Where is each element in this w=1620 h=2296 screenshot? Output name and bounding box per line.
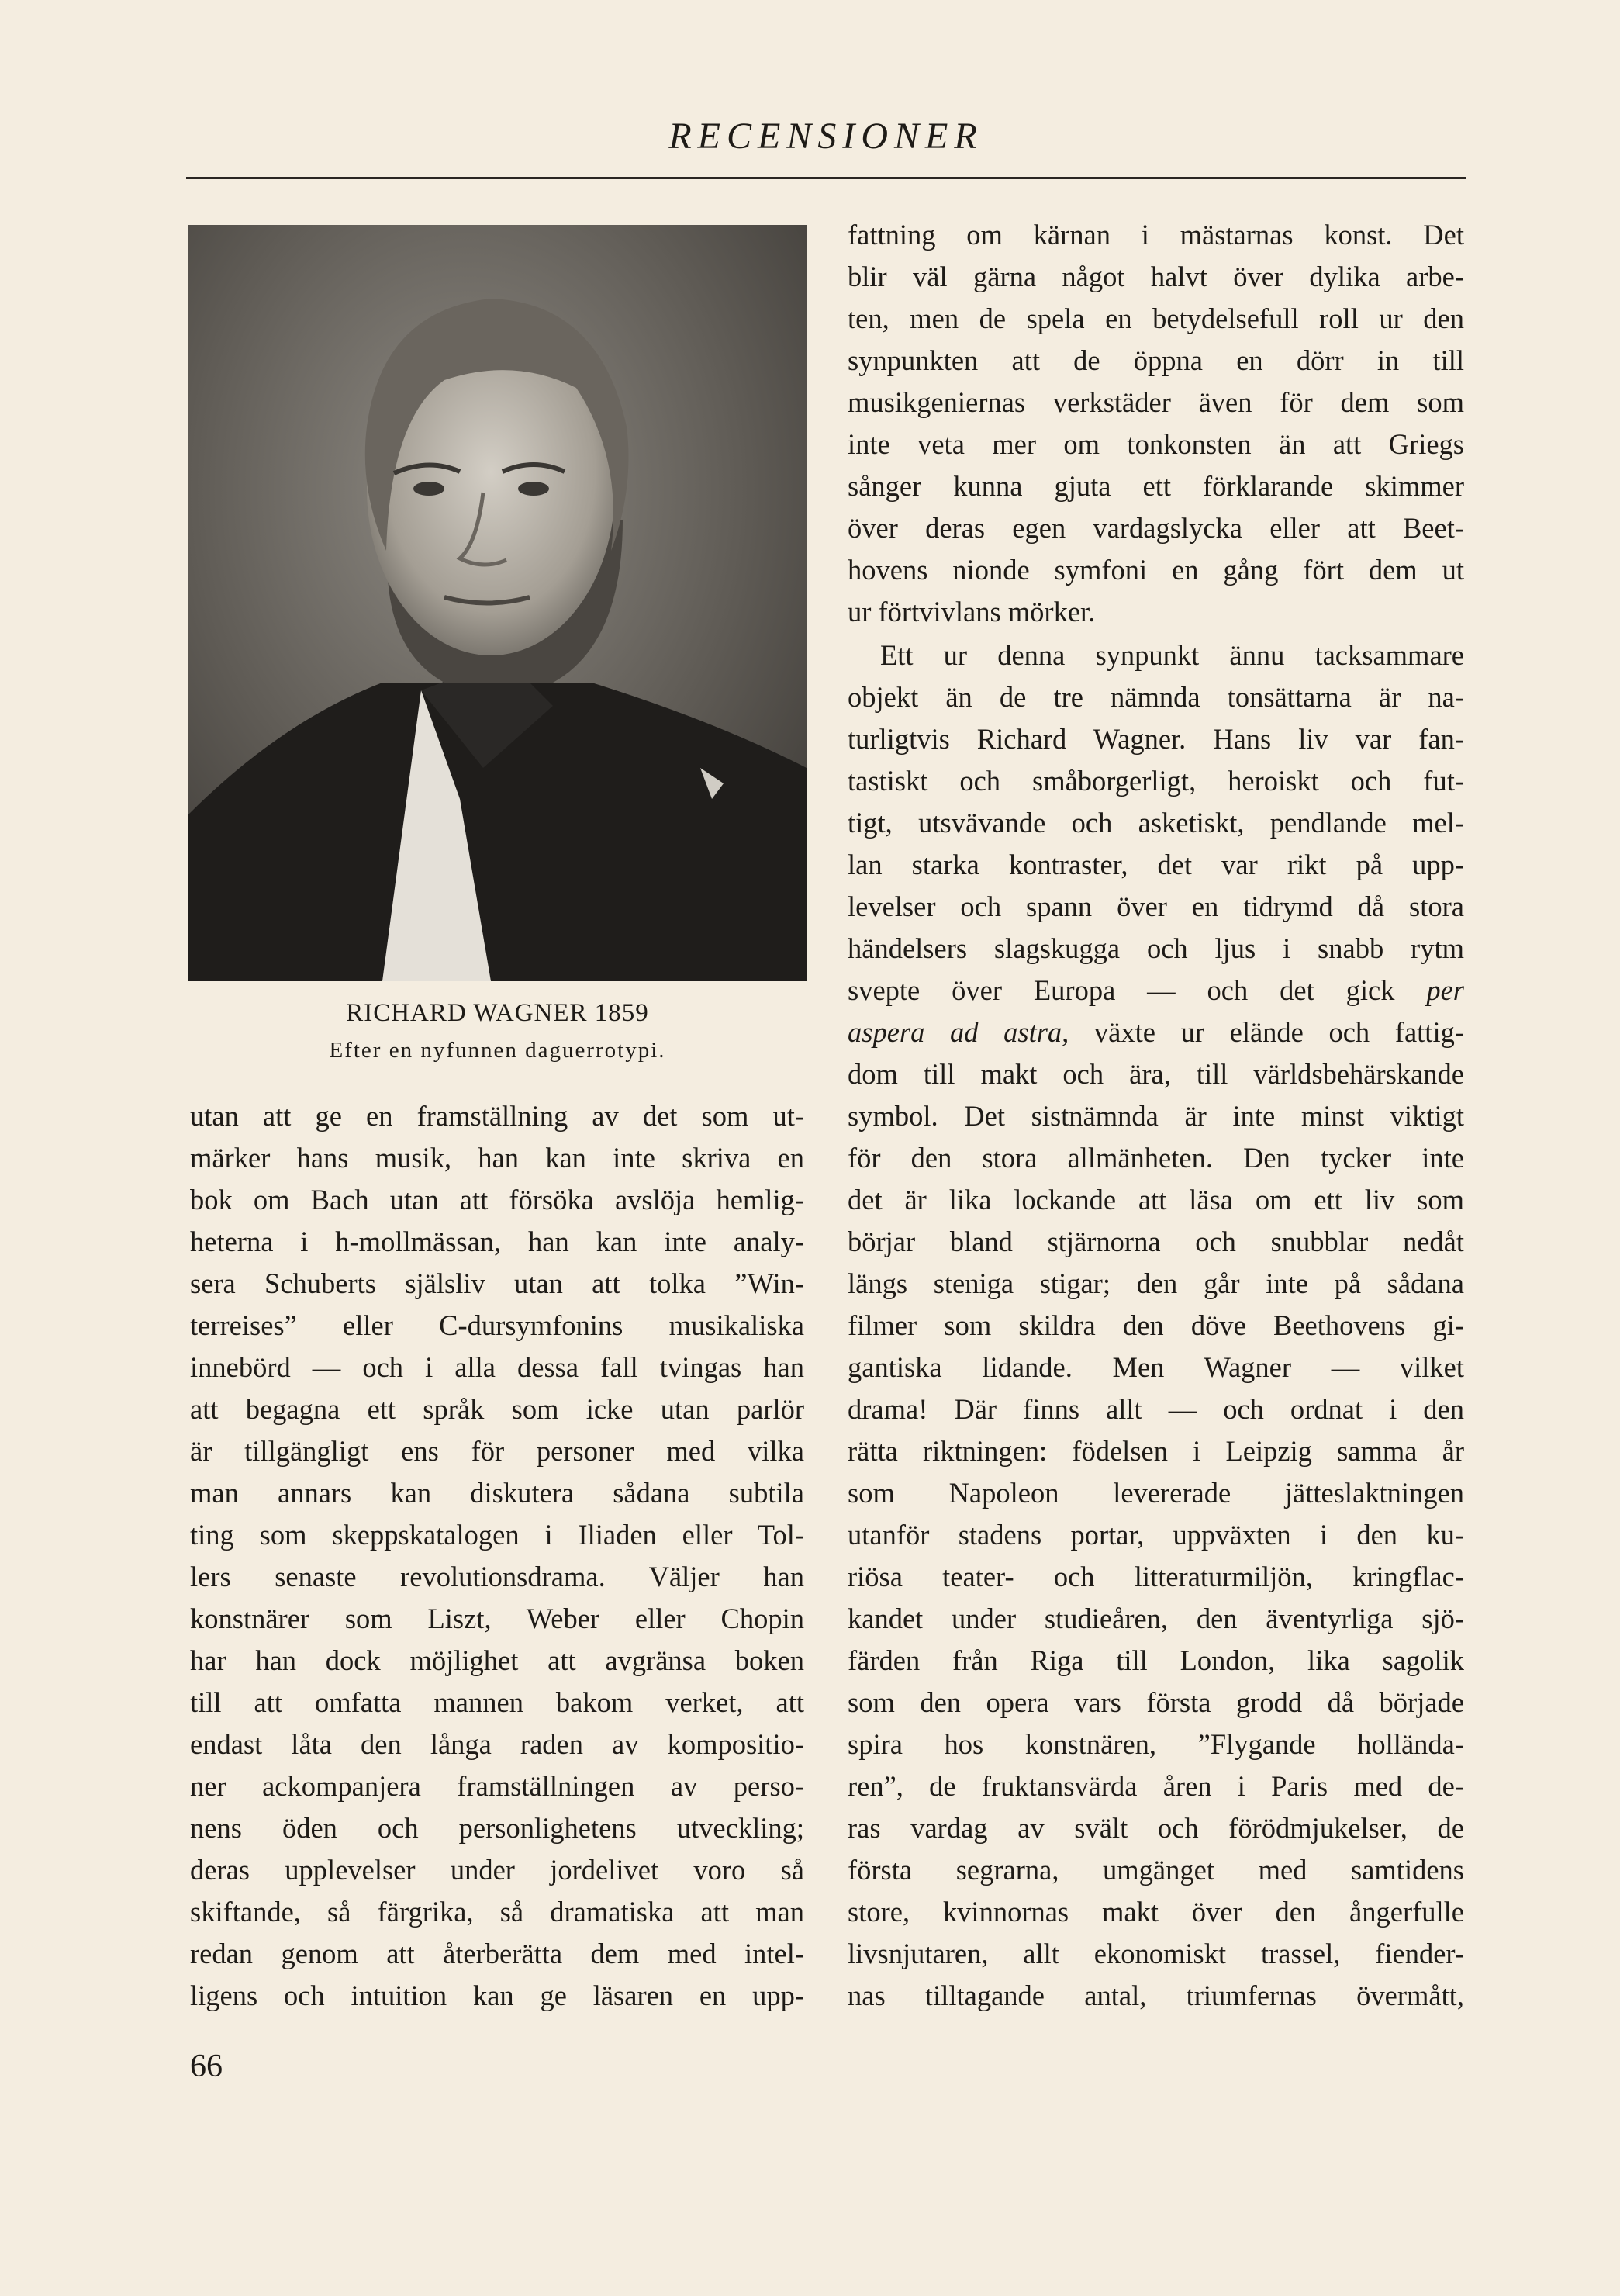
text-line: endast låta den långa raden av kompositio-: [190, 1728, 804, 1760]
text-line: spira hos konstnären, ”Flygande hollända-: [848, 1728, 1464, 1760]
text-segment: svepte över Europa — och det gick: [848, 974, 1427, 1006]
text-line: bok om Bach utan att försöka avslöja hemlig-: [190, 1184, 804, 1215]
text-line: ras vardag av svält och förödmjukelser, de: [848, 1812, 1464, 1844]
text-line: [848, 970, 1464, 1011]
text-line: inte veta mer om tonkonsten än att Griegs: [848, 428, 1464, 460]
text-line: hovens nionde symfoni en gång fört dem ut: [848, 554, 1464, 586]
text-line: redan genom att återberätta dem med intel-: [190, 1938, 804, 1969]
text-line: riösa teater- och litteraturmiljön, kringflac-: [848, 1561, 1464, 1592]
page-number: 66: [190, 2049, 223, 2084]
text-line: att begagna ett språk som icke utan parlör: [190, 1393, 804, 1425]
text-line: är tillgängligt ens för personer med vilka: [190, 1435, 804, 1467]
text-line: som den opera vars första grodd då började: [848, 1686, 1464, 1718]
text-line: ner ackompanjera framställningen av perso-: [190, 1770, 804, 1802]
text-line: konstnärer som Liszt, Weber eller Chopin: [190, 1603, 804, 1634]
text-line: rätta riktningen: födelsen i Leipzig samma år: [848, 1435, 1464, 1467]
portrait-illustration: [188, 225, 807, 981]
text-line: blir väl gärna något halvt över dylika arbe-: [848, 261, 1464, 292]
text-line: lers senaste revolutionsdrama. Väljer han: [190, 1561, 804, 1592]
text-line: heterna i h-mollmässan, han kan inte analy-: [190, 1226, 804, 1257]
figure-caption-subtitle: Efter en nyfunnen daguerrotypi.: [329, 1038, 666, 1063]
text-line: har han dock möjlighet att avgränsa boken: [190, 1644, 804, 1676]
text-line: fattning om kärnan i mästarnas konst. Det: [848, 219, 1464, 251]
text-line: gantiska lidande. Men Wagner — vilket: [848, 1351, 1464, 1383]
text-line: dom till makt och ära, till världsbehärskande: [848, 1058, 1464, 1090]
text-line: filmer som skildra den döve Beethovens gi-: [848, 1309, 1464, 1341]
text-line: symbol. Det sistnämnda är inte minst viktigt: [848, 1100, 1464, 1132]
text-line: nens öden och personlighetens utveckling;: [190, 1812, 804, 1844]
text-line: livsnjutaren, allt ekonomiskt trassel, fiender-: [848, 1938, 1464, 1969]
text-line: musikgeniernas verkstäder även för dem som: [848, 386, 1464, 418]
text-line: objekt än de tre nämnda tonsättarna är na-: [848, 681, 1464, 713]
text-line: ting som skeppskatalogen i Iliaden eller Tol-: [190, 1519, 804, 1551]
text-line: till att omfatta mannen bakom verket, att: [190, 1686, 804, 1718]
text-line: utan att ge en framställning av det som ut-: [190, 1100, 804, 1132]
text-line: drama! Där finns allt — och ordnat i den: [848, 1393, 1464, 1425]
text-line: över deras egen vardagslycka eller att Beet-: [848, 512, 1464, 544]
text-line: börjar bland stjärnorna och snubblar nedåt: [848, 1226, 1464, 1257]
text-line: händelsers slagskugga och ljus i snabb rytm: [848, 932, 1464, 964]
text-line: färden från Riga till London, lika sagolik: [848, 1644, 1464, 1676]
italic-phrase: aspera ad astra,: [848, 1016, 1069, 1048]
text-line: ligens och intuition kan ge läsaren en upp-: [190, 1980, 804, 2011]
text-line: man annars kan diskutera sådana subtila: [190, 1477, 804, 1509]
text-line: tigt, utsvävande och asketiskt, pendlande mel-: [848, 807, 1464, 839]
text-line: för den stora allmänheten. Den tycker inte: [848, 1142, 1464, 1174]
text-line: det är lika lockande att läsa om ett liv som: [848, 1184, 1464, 1215]
text-line: sånger kunna gjuta ett förklarande skimmer: [848, 470, 1464, 502]
text-line: ten, men de spela en betydelsefull roll ur den: [848, 303, 1464, 334]
text-line: [848, 1011, 1464, 1053]
text-line: tastiskt och småborgerligt, heroiskt och fut-: [848, 765, 1464, 797]
text-line: som Napoleon levererade jätteslaktningen: [848, 1477, 1464, 1509]
text-line: innebörd — och i alla dessa fall tvingas han: [190, 1351, 804, 1383]
text-line: ur förtvivlans mörker.: [848, 596, 1096, 628]
figure-caption-title: RICHARD WAGNER 1859: [346, 999, 649, 1027]
text-line: synpunkten att de öppna en dörr in till: [848, 344, 1464, 376]
header-rule: [186, 177, 1466, 179]
text-line: Ett ur denna synpunkt ännu tacksammare: [880, 639, 1464, 671]
portrait-photo: [188, 225, 807, 981]
text-line: utanför stadens portar, uppväxten i den ku-: [848, 1519, 1464, 1551]
text-line: sera Schuberts själsliv utan att tolka ”Win-: [190, 1267, 804, 1299]
text-line: skiftande, så färgrika, så dramatiska att man: [190, 1896, 804, 1928]
text-segment: växte ur elände och fattig-: [1069, 1016, 1464, 1048]
running-header: RECENSIONER: [668, 116, 983, 157]
text-line: deras upplevelser under jordelivet voro så: [190, 1854, 804, 1886]
text-line: första segrarna, umgänget med samtidens: [848, 1854, 1464, 1886]
italic-phrase: per: [1426, 974, 1464, 1006]
text-line: längs steniga stigar; den går inte på sådana: [848, 1267, 1464, 1299]
text-line: turligtvis Richard Wagner. Hans liv var fan-: [848, 723, 1464, 755]
text-line: nas tilltagande antal, triumfernas övermått,: [848, 1980, 1464, 2011]
text-line: levelser och spann över en tidrymd då stora: [848, 890, 1464, 922]
text-line: ren”, de fruktansvärda åren i Paris med de-: [848, 1770, 1464, 1802]
text-line: terreises” eller C-dursymfonins musikaliska: [190, 1309, 804, 1341]
text-line: store, kvinnornas makt över den ångerfulle: [848, 1896, 1464, 1928]
text-line: märker hans musik, han kan inte skriva en: [190, 1142, 804, 1174]
text-line: lan starka kontraster, det var rikt på upp-: [848, 849, 1464, 880]
text-line: kandet under studieåren, den äventyrliga sjö-: [848, 1603, 1464, 1634]
